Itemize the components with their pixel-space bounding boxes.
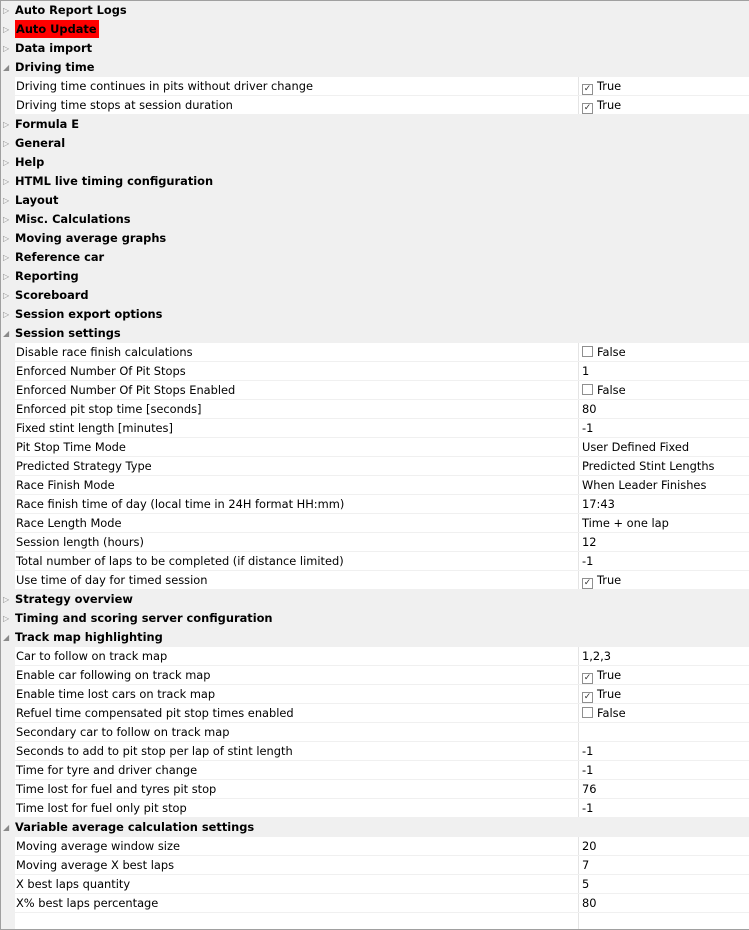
category-row[interactable] bbox=[1, 229, 749, 248]
property-name[interactable]: Total number of laps to be completed (if distance limited) bbox=[15, 552, 579, 570]
category-label: Reporting bbox=[15, 269, 79, 283]
property-name[interactable]: Secondary car to follow on track map bbox=[15, 723, 579, 741]
property-value[interactable] bbox=[579, 419, 749, 437]
checkmark-icon: ✓ bbox=[583, 84, 592, 94]
row-gutter bbox=[1, 761, 15, 779]
collapse-triangle-icon[interactable]: ◢ bbox=[3, 63, 10, 72]
property-value-text: 7 bbox=[582, 858, 590, 872]
category-row[interactable] bbox=[1, 248, 749, 267]
checkbox-unchecked[interactable] bbox=[582, 707, 593, 718]
property-value[interactable] bbox=[579, 362, 749, 380]
property-value-text: -1 bbox=[582, 744, 594, 758]
category-row[interactable] bbox=[1, 1, 749, 20]
property-value[interactable] bbox=[579, 343, 749, 361]
property-row[interactable] bbox=[1, 571, 749, 590]
property-value-text: -1 bbox=[582, 801, 594, 815]
checkbox-checked[interactable] bbox=[582, 578, 593, 589]
property-name[interactable]: Car to follow on track map bbox=[15, 647, 579, 665]
checkbox-checked[interactable] bbox=[582, 692, 593, 703]
category-label: Auto Report Logs bbox=[15, 3, 127, 17]
category-row[interactable] bbox=[1, 267, 749, 286]
expand-triangle-icon[interactable]: ▷ bbox=[3, 158, 10, 167]
property-row[interactable] bbox=[1, 799, 749, 818]
category-label: Strategy overview bbox=[15, 592, 133, 606]
property-value[interactable] bbox=[579, 400, 749, 418]
row-gutter bbox=[1, 96, 15, 114]
property-name[interactable]: Moving average X best laps bbox=[15, 856, 579, 874]
row-gutter bbox=[1, 514, 15, 532]
empty-cell bbox=[15, 913, 579, 930]
property-name[interactable]: Pit Stop Time Mode bbox=[15, 438, 579, 456]
category-label: Auto Update bbox=[16, 22, 97, 36]
property-row[interactable] bbox=[1, 856, 749, 875]
row-gutter bbox=[1, 742, 15, 760]
category-row[interactable] bbox=[1, 590, 749, 609]
row-gutter bbox=[1, 457, 15, 475]
expand-triangle-icon[interactable]: ▷ bbox=[3, 272, 10, 281]
expand-triangle-icon[interactable]: ▷ bbox=[3, 215, 10, 224]
category-row[interactable] bbox=[1, 20, 749, 39]
property-value[interactable] bbox=[579, 77, 749, 95]
property-row[interactable] bbox=[1, 761, 749, 780]
category-row[interactable] bbox=[1, 818, 749, 837]
property-name[interactable]: Enforced Number Of Pit Stops Enabled bbox=[15, 381, 579, 399]
row-gutter bbox=[1, 343, 15, 361]
property-row[interactable] bbox=[1, 894, 749, 913]
category-row[interactable] bbox=[1, 305, 749, 324]
property-name[interactable]: Time lost for fuel and tyres pit stop bbox=[15, 780, 579, 798]
collapse-triangle-icon[interactable]: ◢ bbox=[3, 823, 10, 832]
property-value-text: -1 bbox=[582, 554, 594, 568]
property-row[interactable] bbox=[1, 457, 749, 476]
property-value[interactable] bbox=[579, 856, 749, 874]
property-value-text: 1,2,3 bbox=[582, 649, 611, 663]
property-value-text: -1 bbox=[582, 421, 594, 435]
property-value-text: False bbox=[597, 345, 626, 359]
expand-triangle-icon[interactable]: ▷ bbox=[3, 177, 10, 186]
collapse-triangle-icon[interactable]: ◢ bbox=[3, 633, 10, 642]
property-name[interactable]: Race Length Mode bbox=[15, 514, 579, 532]
row-gutter bbox=[1, 400, 15, 418]
row-gutter bbox=[1, 438, 15, 456]
property-row[interactable] bbox=[1, 704, 749, 723]
property-name[interactable]: Time for tyre and driver change bbox=[15, 761, 579, 779]
property-name[interactable]: Use time of day for timed session bbox=[15, 571, 579, 589]
property-value-text: False bbox=[597, 706, 626, 720]
expand-triangle-icon[interactable]: ▷ bbox=[3, 120, 10, 129]
property-value[interactable] bbox=[579, 723, 749, 741]
property-value[interactable] bbox=[579, 647, 749, 665]
property-row[interactable] bbox=[1, 438, 749, 457]
property-value[interactable] bbox=[579, 96, 749, 114]
property-name[interactable]: Predicted Strategy Type bbox=[15, 457, 579, 475]
property-value-text: 76 bbox=[582, 782, 597, 796]
property-value-text: True bbox=[597, 573, 622, 587]
category-label: General bbox=[15, 136, 66, 150]
property-value[interactable] bbox=[579, 799, 749, 817]
property-value[interactable] bbox=[579, 552, 749, 570]
row-gutter bbox=[1, 913, 15, 930]
property-row[interactable] bbox=[1, 476, 749, 495]
row-gutter bbox=[1, 799, 15, 817]
row-gutter bbox=[1, 894, 15, 912]
property-row[interactable] bbox=[1, 400, 749, 419]
property-name[interactable]: Race finish time of day (local time in 24H format HH:mm) bbox=[15, 495, 579, 513]
property-value-text: True bbox=[597, 79, 622, 93]
category-label: Session settings bbox=[15, 326, 121, 340]
property-name[interactable]: Enable time lost cars on track map bbox=[15, 685, 579, 703]
property-row[interactable] bbox=[1, 552, 749, 571]
category-row[interactable] bbox=[1, 628, 749, 647]
property-value[interactable] bbox=[579, 666, 749, 684]
expand-triangle-icon[interactable]: ▷ bbox=[3, 253, 10, 262]
property-name[interactable]: Enforced Number Of Pit Stops bbox=[15, 362, 579, 380]
property-value[interactable] bbox=[579, 761, 749, 779]
category-row[interactable] bbox=[1, 153, 749, 172]
property-value-text: 20 bbox=[582, 839, 597, 853]
expand-triangle-icon[interactable]: ▷ bbox=[3, 234, 10, 243]
property-name[interactable]: X% best laps percentage bbox=[15, 894, 579, 912]
row-gutter bbox=[1, 552, 15, 570]
checkbox-checked[interactable] bbox=[582, 84, 593, 95]
empty-cell bbox=[579, 913, 749, 930]
property-value[interactable] bbox=[579, 704, 749, 722]
property-value[interactable] bbox=[579, 476, 749, 494]
property-value[interactable] bbox=[579, 742, 749, 760]
property-name[interactable]: Time lost for fuel only pit stop bbox=[15, 799, 579, 817]
row-gutter bbox=[1, 723, 15, 741]
category-label: Variable average calculation settings bbox=[15, 820, 255, 834]
category-label: Layout bbox=[15, 193, 59, 207]
property-value-text: True bbox=[597, 687, 622, 701]
expand-triangle-icon[interactable]: ▷ bbox=[3, 44, 10, 53]
empty-row bbox=[1, 913, 749, 930]
property-name[interactable]: Moving average window size bbox=[15, 837, 579, 855]
property-name[interactable]: Disable race finish calculations bbox=[15, 343, 579, 361]
property-row[interactable] bbox=[1, 742, 749, 761]
expand-triangle-icon[interactable]: ▷ bbox=[3, 291, 10, 300]
category-row[interactable] bbox=[1, 286, 749, 305]
category-label: HTML live timing configuration bbox=[15, 174, 214, 188]
property-value-text: 17:43 bbox=[582, 497, 615, 511]
property-value-text: 80 bbox=[582, 896, 597, 910]
property-value[interactable] bbox=[579, 381, 749, 399]
category-label: Driving time bbox=[15, 60, 95, 74]
category-row[interactable] bbox=[1, 134, 749, 153]
property-value-text: False bbox=[597, 383, 626, 397]
property-row[interactable] bbox=[1, 875, 749, 894]
category-row[interactable] bbox=[1, 115, 749, 134]
property-value[interactable] bbox=[579, 457, 749, 475]
property-row[interactable] bbox=[1, 96, 749, 115]
property-row[interactable] bbox=[1, 837, 749, 856]
category-label: Track map highlighting bbox=[15, 630, 163, 644]
row-gutter bbox=[1, 571, 15, 589]
property-row[interactable] bbox=[1, 495, 749, 514]
checkbox-unchecked[interactable] bbox=[582, 346, 593, 357]
category-label: Misc. Calculations bbox=[15, 212, 131, 226]
expand-triangle-icon[interactable]: ▷ bbox=[3, 595, 10, 604]
property-value[interactable] bbox=[579, 894, 749, 912]
category-label: Help bbox=[15, 155, 45, 169]
property-row[interactable] bbox=[1, 381, 749, 400]
property-name[interactable]: Seconds to add to pit stop per lap of stint length bbox=[15, 742, 579, 760]
row-gutter bbox=[1, 362, 15, 380]
row-gutter bbox=[1, 476, 15, 494]
property-value-text: User Defined Fixed bbox=[582, 440, 690, 454]
checkmark-icon: ✓ bbox=[583, 103, 592, 113]
property-row[interactable] bbox=[1, 723, 749, 742]
category-label: Data import bbox=[15, 41, 93, 55]
category-label: Moving average graphs bbox=[15, 231, 167, 245]
property-name[interactable]: Session length (hours) bbox=[15, 533, 579, 551]
category-row[interactable] bbox=[1, 210, 749, 229]
checkmark-icon: ✓ bbox=[583, 578, 592, 588]
category-row[interactable] bbox=[1, 324, 749, 343]
property-value[interactable] bbox=[579, 685, 749, 703]
checkbox-checked[interactable] bbox=[582, 673, 593, 684]
row-gutter bbox=[1, 780, 15, 798]
row-gutter bbox=[1, 647, 15, 665]
property-value[interactable] bbox=[579, 837, 749, 855]
category-label: Session export options bbox=[15, 307, 163, 321]
property-row[interactable] bbox=[1, 685, 749, 704]
property-row[interactable] bbox=[1, 514, 749, 533]
checkmark-icon: ✓ bbox=[583, 692, 592, 702]
category-row[interactable] bbox=[1, 39, 749, 58]
row-gutter bbox=[1, 495, 15, 513]
row-gutter bbox=[1, 704, 15, 722]
expand-triangle-icon[interactable]: ▷ bbox=[3, 310, 10, 319]
collapse-triangle-icon[interactable]: ◢ bbox=[3, 329, 10, 338]
property-name[interactable]: Driving time continues in pits without driver change bbox=[15, 77, 579, 95]
checkbox-unchecked[interactable] bbox=[582, 384, 593, 395]
expand-triangle-icon[interactable]: ▷ bbox=[3, 196, 10, 205]
category-row[interactable] bbox=[1, 172, 749, 191]
property-value[interactable] bbox=[579, 495, 749, 513]
category-label: Formula E bbox=[15, 117, 80, 131]
property-row[interactable] bbox=[1, 419, 749, 438]
property-row[interactable] bbox=[1, 362, 749, 381]
expand-triangle-icon[interactable]: ▷ bbox=[3, 139, 10, 148]
property-row[interactable] bbox=[1, 533, 749, 552]
property-value[interactable] bbox=[579, 571, 749, 589]
property-value-text: True bbox=[597, 98, 622, 112]
property-value-text: 1 bbox=[582, 364, 590, 378]
expand-triangle-icon[interactable]: ▷ bbox=[3, 614, 10, 623]
property-name[interactable]: X best laps quantity bbox=[15, 875, 579, 893]
row-gutter bbox=[1, 875, 15, 893]
property-value[interactable] bbox=[579, 514, 749, 532]
property-row[interactable] bbox=[1, 77, 749, 96]
property-name[interactable]: Refuel time compensated pit stop times enabled bbox=[15, 704, 579, 722]
category-row[interactable] bbox=[1, 58, 749, 77]
category-row[interactable] bbox=[1, 609, 749, 628]
property-value-text: Predicted Stint Lengths bbox=[582, 459, 715, 473]
property-row[interactable] bbox=[1, 343, 749, 362]
property-name[interactable]: Driving time stops at session duration bbox=[15, 96, 579, 114]
property-row[interactable] bbox=[1, 647, 749, 666]
row-gutter bbox=[1, 837, 15, 855]
property-name[interactable]: Race Finish Mode bbox=[15, 476, 579, 494]
category-row[interactable] bbox=[1, 191, 749, 210]
category-label: Timing and scoring server configuration bbox=[15, 611, 273, 625]
property-value-text: 5 bbox=[582, 877, 590, 891]
property-value-text: When Leader Finishes bbox=[582, 478, 707, 492]
property-value[interactable] bbox=[579, 533, 749, 551]
row-gutter bbox=[1, 381, 15, 399]
property-value-text: -1 bbox=[582, 763, 594, 777]
property-name[interactable]: Fixed stint length [minutes] bbox=[15, 419, 579, 437]
row-gutter bbox=[1, 685, 15, 703]
property-value-text: 12 bbox=[582, 535, 597, 549]
property-name[interactable]: Enforced pit stop time [seconds] bbox=[15, 400, 579, 418]
category-label: Reference car bbox=[15, 250, 105, 264]
row-gutter bbox=[1, 77, 15, 95]
row-gutter bbox=[1, 419, 15, 437]
checkbox-checked[interactable] bbox=[582, 103, 593, 114]
property-value[interactable] bbox=[579, 780, 749, 798]
property-row[interactable] bbox=[1, 666, 749, 685]
property-value[interactable] bbox=[579, 875, 749, 893]
property-value-text: True bbox=[597, 668, 622, 682]
property-row[interactable] bbox=[1, 780, 749, 799]
property-value[interactable] bbox=[579, 438, 749, 456]
property-value-text: 80 bbox=[582, 402, 597, 416]
checkmark-icon: ✓ bbox=[583, 673, 592, 683]
expand-triangle-icon[interactable]: ▷ bbox=[3, 6, 10, 15]
row-gutter bbox=[1, 666, 15, 684]
category-label: Scoreboard bbox=[15, 288, 89, 302]
expand-triangle-icon[interactable]: ▷ bbox=[3, 25, 10, 34]
row-gutter bbox=[1, 533, 15, 551]
property-name[interactable]: Enable car following on track map bbox=[15, 666, 579, 684]
row-gutter bbox=[1, 856, 15, 874]
property-value-text: Time + one lap bbox=[582, 516, 669, 530]
